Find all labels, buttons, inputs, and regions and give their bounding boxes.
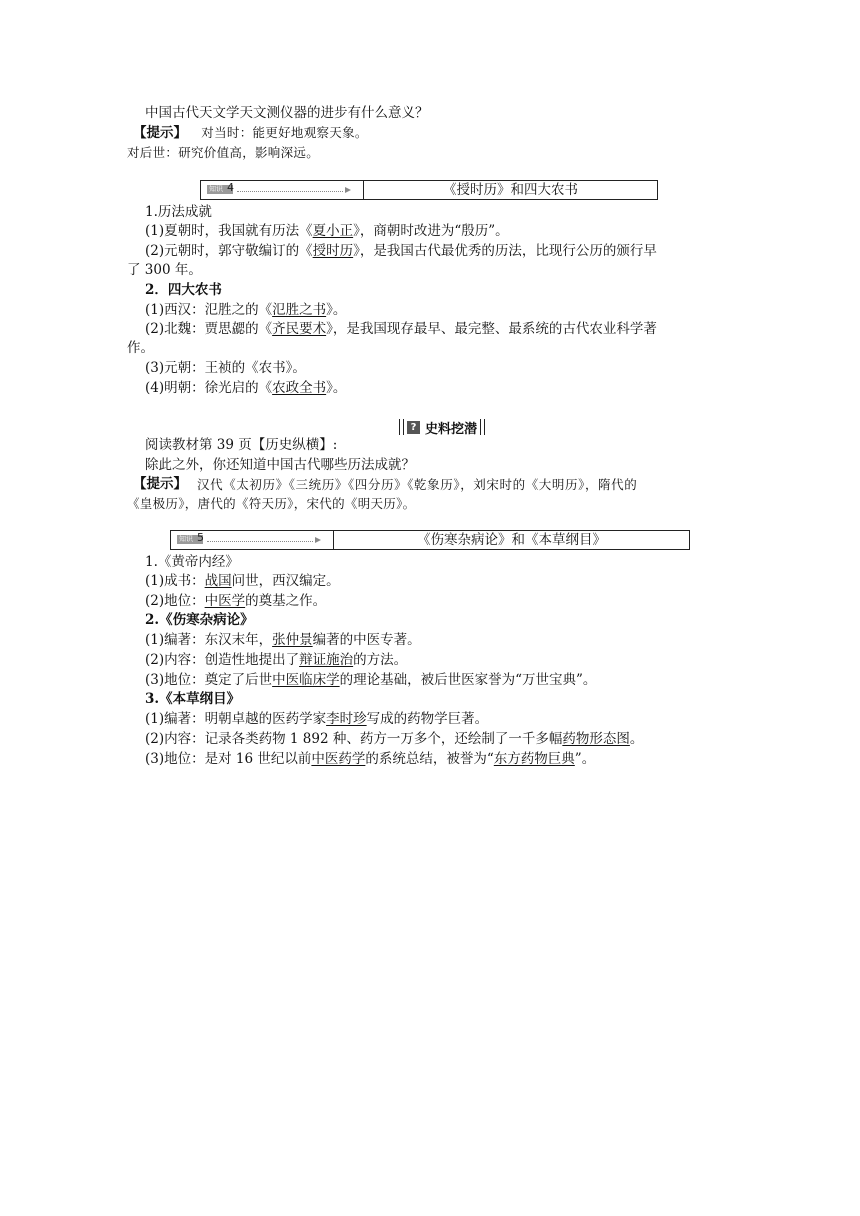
underlined-answer: 氾胜之书 (272, 302, 327, 318)
heading-agri-books: 2．四大农书 (145, 282, 222, 298)
heading-bencao: 3.《本草纲目》 (145, 691, 241, 707)
tip-line (133, 123, 741, 143)
underlined-answer: 齐民要术 (272, 321, 327, 337)
text: 。 (629, 731, 644, 747)
agri-item-4 (145, 379, 753, 398)
tip-label: 【提示】 (133, 125, 187, 141)
knowledge-number: 5 (197, 531, 204, 544)
agri-item-3: (3)元朝：王祯的《农书》。 (145, 360, 306, 376)
text: 编著的中医专著。 (312, 632, 421, 648)
heading-shanghan: 2.《伤寒杂病论》 (145, 612, 254, 628)
calendar-item-2 (145, 242, 753, 261)
underlined-answer: 农政全书 (272, 380, 327, 396)
text: (1)编著：明朝卓越的医药学家 (145, 711, 327, 727)
reading-line-2: 除此之外，你还知道中国古代哪些历法成就？ (145, 457, 415, 473)
dotted-line (207, 541, 313, 542)
question-mark-icon: ? (407, 421, 420, 434)
text: (1)成书： (145, 573, 205, 589)
underlined-answer: 中医学 (204, 593, 246, 609)
knowledge-5-title: 《伤寒杂病论》和《本草纲目》 (417, 532, 606, 548)
text: (3)地位：是对 16 世纪以前 (145, 751, 312, 767)
question-text: 中国古代天文学天文测仪器的进步有什么意义？ (145, 105, 429, 121)
reading-tip-line (133, 475, 735, 494)
underlined-answer: 夏小正 (312, 223, 354, 239)
knowledge-chip: 知识 (177, 535, 203, 544)
text: (2)地位： (145, 593, 205, 609)
agri-item-1 (145, 301, 753, 320)
underlined-answer: 东方药物巨典 (493, 751, 575, 767)
text: 》，是我国现存最早、最完整、最系统的古代农业科学著 (326, 321, 657, 337)
knowledge-4-title: 《授时历》和四大农书 (443, 182, 578, 198)
underlined-answer: 中医药学 (311, 751, 366, 767)
arrow-icon (315, 537, 321, 543)
reading-line-1: 阅读教材第 39 页【历史纵横】: (145, 437, 338, 453)
knowledge-4-tag (201, 181, 364, 199)
underlined-answer: 辩证施治 (299, 652, 354, 668)
heading-calendar: 1.历法成就 (145, 204, 212, 220)
text: 问世，西汉编定。 (231, 573, 340, 589)
text: 》。 (326, 302, 347, 318)
knowledge-chip: 知识 (207, 185, 233, 194)
section-title: 史料挖潜 (425, 421, 478, 437)
text: 》，商朝时改进为“殷历”。 (353, 223, 509, 239)
knowledge-5-tag (171, 531, 334, 549)
shanghan-item-2 (145, 651, 753, 670)
underlined-answer: 药物形态图 (562, 731, 630, 747)
arrow-icon (345, 187, 351, 193)
underlined-answer: 中医临床学 (272, 672, 340, 688)
calendar-item-1 (145, 222, 753, 241)
text: (3)地位：奠定了后世 (145, 672, 273, 688)
text: 的理论基础，被后世医家誉为“万世宝典”。 (339, 672, 597, 688)
tip-text: 对当时：能更好地观察天象。 (201, 125, 368, 140)
knowledge-number: 4 (227, 181, 234, 194)
text: (2)北魏：贾思勰的《 (145, 321, 273, 337)
text: (2)内容：记录各类药物 1 892 种、药方一万多个，还绘制了一千多幅 (145, 731, 563, 747)
underlined-answer: 授时历 (312, 243, 354, 259)
agri-item-2 (145, 320, 753, 339)
double-bar-icon (399, 419, 404, 435)
tip-text: 汉代《太初历》《三统历》《四分历》《乾象历》，刘宋时的《大明历》，隋代的 (197, 477, 638, 492)
text: (2)内容：创造性地提出了 (145, 652, 300, 668)
dotted-line (237, 191, 343, 192)
text: 》。 (326, 380, 347, 396)
bencao-item-3 (145, 750, 753, 769)
tip-label: 【提示】 (133, 476, 187, 492)
agri-item-2-cont: 作。 (127, 340, 154, 356)
heading-huangdi: 1.《黄帝内经》 (145, 554, 239, 570)
underlined-answer: 战国 (204, 573, 232, 589)
knowledge-5-header (170, 530, 690, 550)
text: (1)夏朝时，我国就有历法《 (145, 223, 313, 239)
bencao-item-2 (145, 730, 753, 749)
reading-tip-line-2: 《皇极历》，唐代的《符天历》，宋代的《明天历》。 (127, 496, 416, 511)
knowledge-4-header (200, 180, 658, 200)
underlined-answer: 张仲景 (272, 632, 313, 648)
text: 的方法。 (353, 652, 408, 668)
bencao-item-1 (145, 710, 753, 729)
tip-text-2: 对后世：研究价值高，影响深远。 (127, 145, 320, 160)
text: (1)西汉：氾胜之的《 (145, 302, 273, 318)
shanghan-item-1 (145, 631, 753, 650)
text: (1)编著：东汉末年， (145, 632, 273, 648)
underlined-answer: 李时珍 (326, 711, 367, 727)
text: 写成的药物学巨著。 (366, 711, 489, 727)
shanghan-item-3 (145, 671, 753, 690)
text: 》，是我国古代最优秀的历法，比现行公历的颁行早 (353, 243, 657, 259)
text: (2)元朝时，郭守敬编订的《 (145, 243, 313, 259)
text: 的系统总结，被誉为“ (365, 751, 494, 767)
calendar-item-2-cont: 了 300 年。 (127, 262, 202, 278)
text: ”。 (574, 751, 596, 767)
double-bar-icon (480, 419, 485, 435)
section-header (396, 418, 488, 436)
text: 的奠基之作。 (245, 593, 327, 609)
huangdi-item-1 (145, 572, 753, 591)
text: (4)明朝：徐光启的《 (145, 380, 273, 396)
huangdi-item-2 (145, 592, 753, 611)
